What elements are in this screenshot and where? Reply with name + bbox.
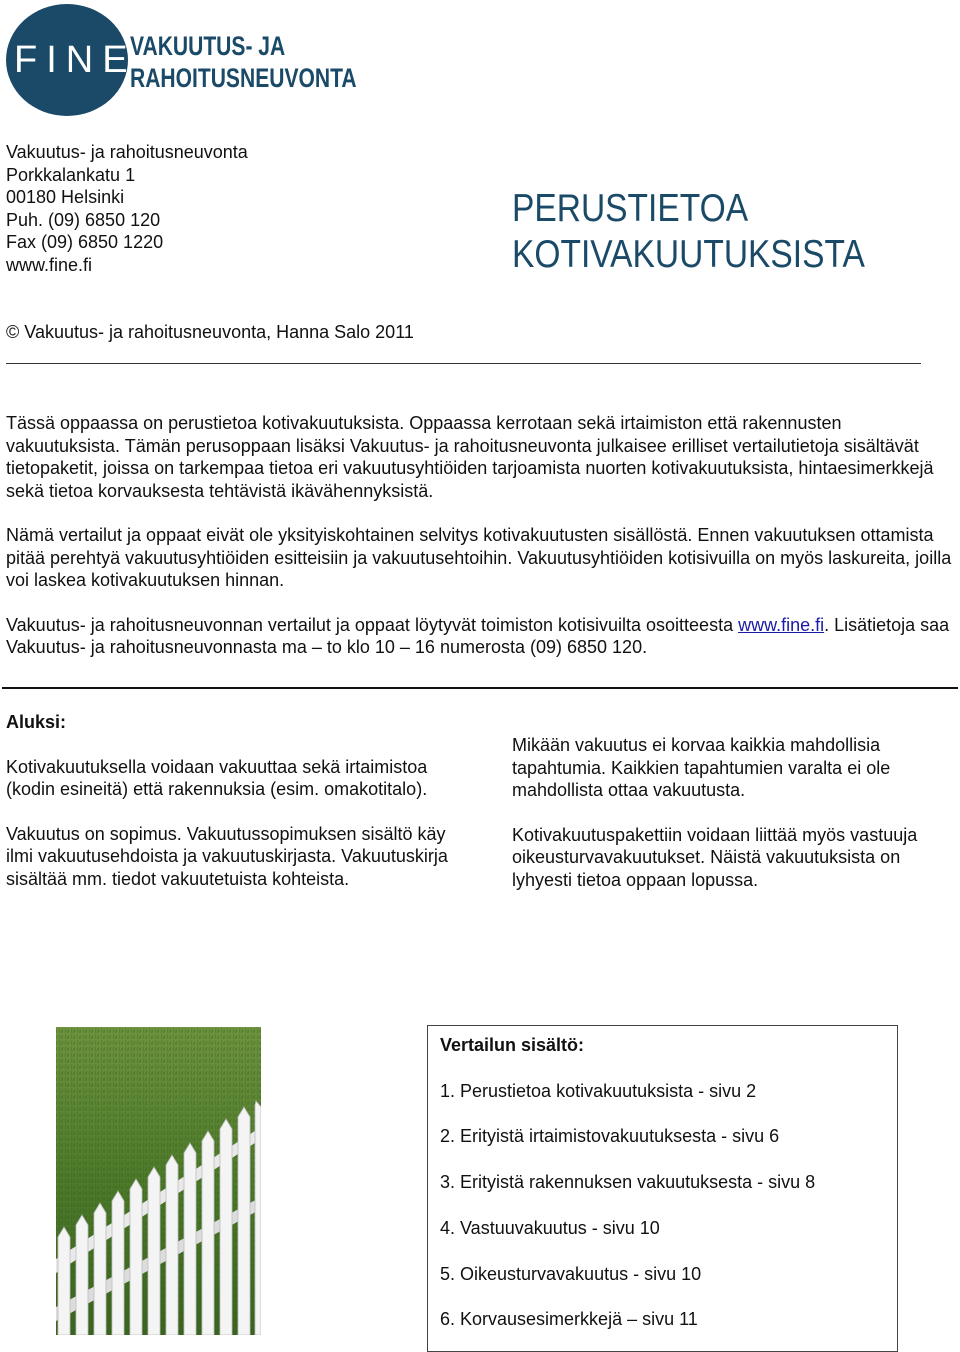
left-paragraph-1: Kotivakuutuksella voidaan vakuuttaa sekä irtaimistoa (kodin esineitä) että rakennuksia (esim. omakotitalo).: [6, 756, 428, 799]
address-city: 00180 Helsinki: [6, 187, 125, 207]
divider-middle: [2, 687, 958, 689]
address-street: Porkkalankatu 1: [6, 164, 136, 185]
contents-item: 5. Oikeusturvavakuutus - sivu 10: [440, 1263, 702, 1284]
logo-organisation-name: [130, 30, 357, 94]
contents-item: 1. Perustietoa kotivakuutuksista - sivu 2: [440, 1080, 757, 1101]
title-line2: KOTIVAKUUTUKSISTA: [512, 233, 865, 276]
intro-p3-before: Vakuutus- ja rahoitusneuvonnan vertailut ja oppaat löytyvät toimiston kotisivuilta osoitteesta: [6, 614, 739, 635]
fine-website-link[interactable]: www.fine.fi: [738, 614, 825, 635]
address-website[interactable]: www.fine.fi: [6, 254, 93, 275]
intro-paragraph-3: [6, 614, 956, 659]
right-column: [512, 734, 957, 913]
title-line1: PERUSTIETOA: [512, 187, 749, 230]
contact-address: [6, 141, 248, 276]
intro-paragraph-1: Tässä oppaassa on perustietoa kotivakuutuksista. Oppaassa kerrotaan sekä irtaimiston että rakennusten vakuutuksista. Tämän perusoppaan lisäksi Vakuutus- ja rahoitusneuvonta julkaisee erilliset vertailutietoja sisältävät tietopaketit, joissa on tarkempaa tietoa eri vakuutusyhtiöiden tarjoamista nuorten kotivakuutuksista, hintaesimerkkejä sekä tietoa korvauksesta tehtävistä ikävähennyksistä.: [6, 413, 934, 501]
logo-mark-text: FINE: [14, 39, 137, 81]
address-phone: Puh. (09) 6850 120: [6, 209, 161, 230]
document-title: [512, 186, 865, 278]
contents-item: 6. Korvausesimerkkejä – sivu 11: [440, 1309, 698, 1330]
left-column: [6, 711, 466, 912]
section-heading-aluksi: Aluksi:: [6, 712, 67, 732]
lawn-fence-image: [56, 1027, 261, 1335]
logo-name-line1: VAKUUTUS- JA: [130, 31, 286, 61]
contents-item: 2. Erityistä irtaimistovakuutuksesta - sivu 6: [440, 1126, 780, 1147]
copyright-text: Vakuutus- ja rahoitusneuvonta, Hanna Salo 2011: [24, 322, 414, 342]
logo-name-line2: RAHOITUSNEUVONTA: [130, 63, 357, 93]
left-paragraph-2: Vakuutus on sopimus. Vakuutussopimuksen sisältö käy ilmi vakuutusehdoista ja vakuutuskirjasta. Vakuutuskirja sisältää mm. tiedot vakuutetuista kohteista.: [6, 823, 448, 889]
contents-box: [427, 1025, 898, 1352]
address-org: Vakuutus- ja rahoitusneuvonta: [6, 142, 248, 162]
address-fax: Fax (09) 6850 1220: [6, 232, 164, 252]
divider-top: [6, 363, 921, 364]
right-paragraph-1: Mikään vakuutus ei korvaa kaikkia mahdollisia tapahtumia. Kaikkien tapahtumien varalta ei ole mahdollista ottaa vakuutusta.: [512, 735, 891, 800]
contents-item: 4. Vastuuvakuutus - sivu 10: [440, 1217, 660, 1238]
contents-title: Vertailun sisältö:: [440, 1035, 585, 1055]
intro-section: [6, 412, 956, 681]
lawn-fence-photo: [56, 1027, 261, 1335]
intro-paragraph-2: Nämä vertailut ja oppaat eivät ole yksityiskohtainen selvitys kotivakuutusten sisällöstä. Ennen vakuutuksen ottamista pitää perehtyä vakuutusyhtiöiden esitteisiin ja vakuutusehtoihin. Vakuutusyhtiöiden kotisivuilla on myös laskureita, joilla voi laskea kotivakuutuksen hinnan.: [6, 525, 952, 590]
intro-p3-after: . Lisätietoja saa Vakuutus- ja rahoitusneuvonnasta ma – to klo 10 – 16 numerosta (09) 6850 120.: [6, 614, 950, 657]
copyright-symbol: ©: [6, 322, 20, 342]
contents-item: 3. Erityistä rakennuksen vakuutuksesta - sivu 8: [440, 1172, 816, 1193]
copyright-line: [6, 321, 414, 344]
fine-logo: [6, 4, 366, 116]
right-paragraph-2: Kotivakuutuspakettiin voidaan liittää myös vastuuja oikeusturvavakuutukset. Näistä vakuutuksista on lyhyesti tietoa oppaan lopussa.: [512, 824, 918, 890]
